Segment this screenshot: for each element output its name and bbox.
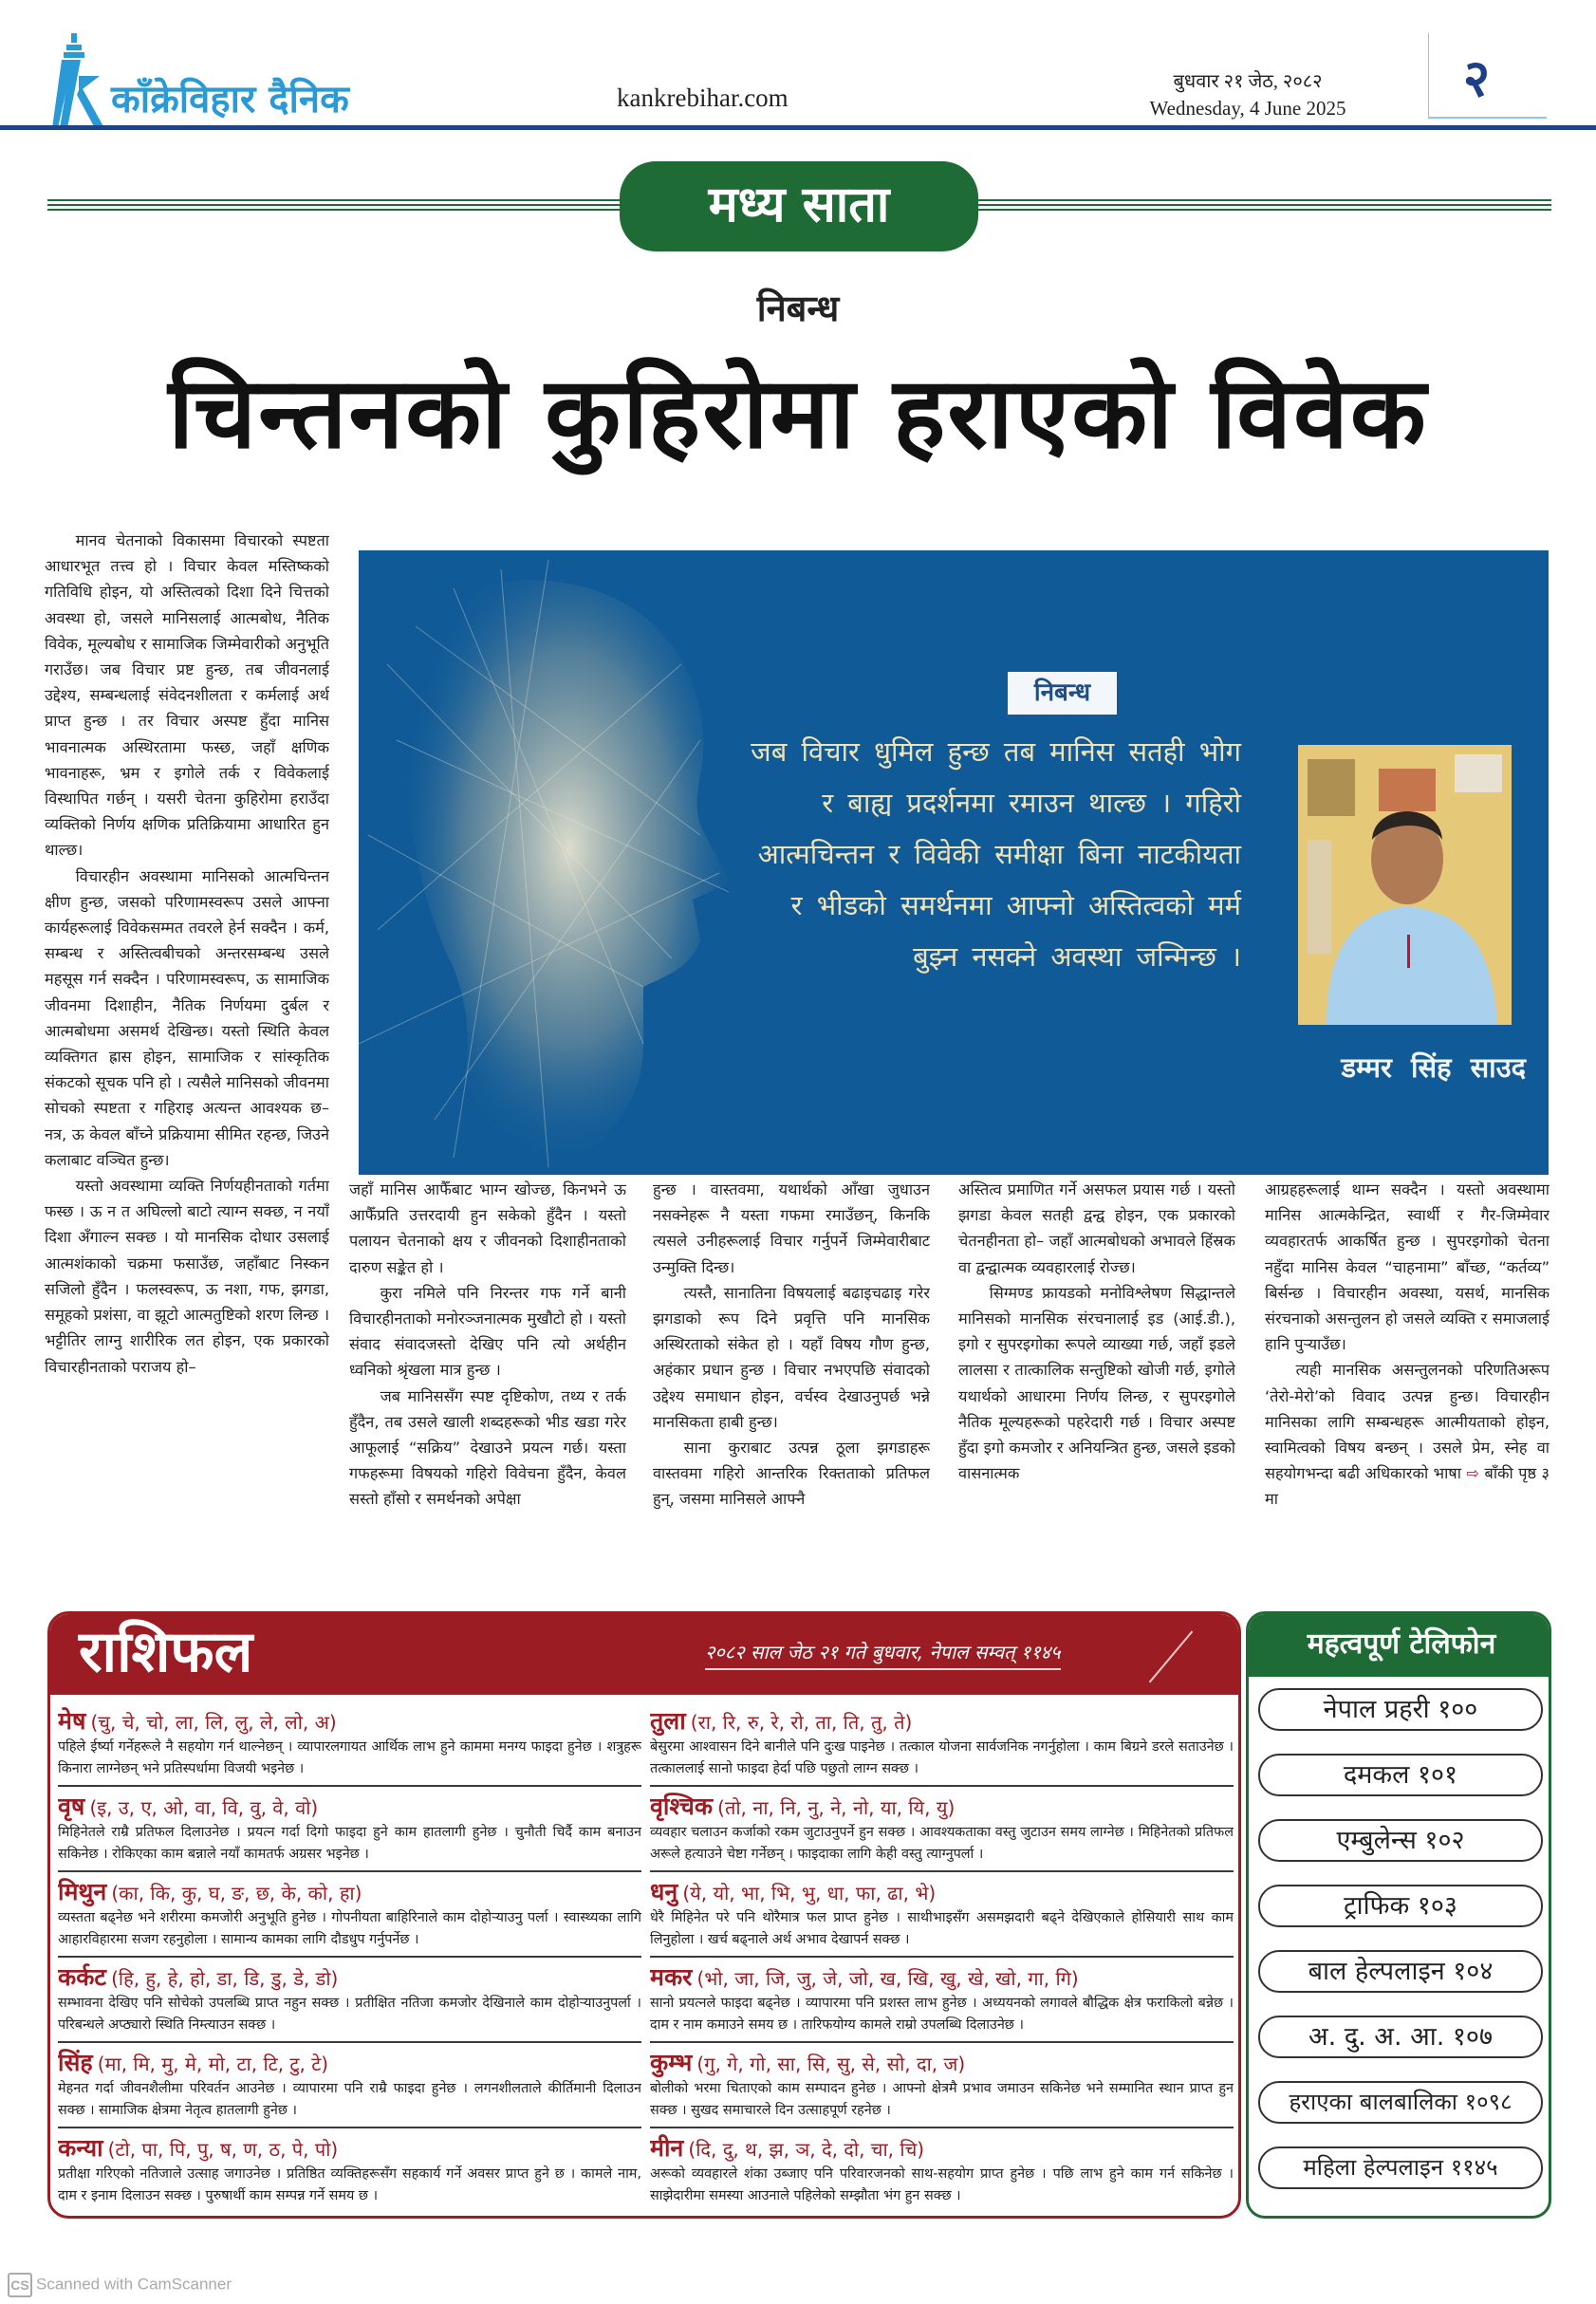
sign-name: मेष — [58, 1707, 86, 1735]
phone-item: दमकल १०१ — [1258, 1754, 1543, 1796]
horoscope-item — [58, 2128, 641, 2214]
sign-name: मीन — [650, 2134, 684, 2162]
sign-text: व्यवहार चलाउन कर्जाको रकम जुटाउनुपर्ने हुन सक्छ । आवश्यकताका वस्तु जुटाउन समय लाग्नेछ । मिहिनेतको प्रतिफल अरूले हत्याउने चेष्टा गर्नेछन् । फाइदाका लागि केही वस्तु त्याग्नुपर्ला । — [650, 1825, 1234, 1862]
phone-item: हराएका बालबालिका १०९८ — [1258, 2081, 1543, 2124]
sign-syllables: (चु, चे, चो, ला, लि, लु, ले, लो, अ) — [90, 1711, 337, 1734]
sign-name: मकर — [650, 1963, 693, 1991]
date-english: Wednesday, 4 June 2025 — [1149, 97, 1346, 120]
article-headline: चिन्तनको कुहिरोमा हराएको विवेक — [168, 355, 1428, 471]
article-paragraph: जब मानिससँग स्पष्ट दृष्टिकोण, तथ्य र तर्क हुँदैन, तब उसले खाली शब्दहरूको भीड खडा गरेर आफूलाई “सक्रिय” देखाउने प्रयत्न गर्छ। यस्ता गफहरूमा विषयको गहिरो विवेचना हुँदैन, केवल सस्तो हाँसो र समर्थनको अपेक्षा — [349, 1386, 626, 1509]
article-paragraph: यस्तो अवस्थामा व्यक्ति निर्णयहीनताको गर्तमा फस्छ । ऊ न त अघिल्लो बाटो त्याग्न सक्छ, न नयाँ दिशा अँगाल्न सक्छ । यो मानसिक दोधार उसलाई आत्मशंकाको चक्रमा फसाउँछ, जहाँबाट निस्कन सजिलो हुँदैन । फलस्वरूप, ऊ नशा, गफ, झगडा, समूहको प्रशंसा, वा झूटो आत्मतुष्टिको शरण लिन्छ । भट्टीतिर लाग्नु शारीरिक लत होइन, एक प्रकारको विचारहीनताको पराजय हो– — [45, 1177, 329, 1376]
sign-name: धनु — [650, 1878, 678, 1905]
article-paragraph: विचारहीन अवस्थामा मानिसको आत्मचिन्तन क्षीण हुन्छ, जसको परिणामस्वरूप उसले आफ्ना कार्यहरूलाई विवेकसम्मत तवरले हेर्न सक्दैन । कर्म, सम्बन्ध र अस्तित्वबीचको अन्तरसम्बन्ध उसले महसूस गर्न सक्दैन । परिणामस्वरूप, ऊ सामाजिक जीवनमा दिशाहीन, नैतिक निर्णयमा दुर्बल र आत्मबोधमा असमर्थ देखिन्छ। यस्तो स्थिति केवल व्यक्तिगत ह्रास होइन, सामाजिक र सांस्कृतिक संकटको सूचक पनि हो । त्यसैले मानिसको जीवनमा सोचको स्पष्टता र गहिराइ अत्यन्त आवश्यक छ– नत्र, ऊ केवल बाँच्ने प्रक्रियामा सीमित रहन्छ, जिउने कलाबाट वञ्चित हुन्छ। — [45, 866, 329, 1169]
horoscope-title: राशिफल — [79, 1619, 253, 1685]
scanner-watermark — [8, 2273, 232, 2297]
sign-syllables: (रा, रि, रु, रे, रो, ता, ति, तु, ते) — [690, 1711, 913, 1734]
article-paragraph: आग्रहहरूलाई थाम्न सक्दैन । यस्तो अवस्थामा मानिस आत्मकेन्द्रित, स्वार्थी र गैर-जिम्मेवार व्यवहारतर्फ आकर्षित हुन्छ । सुपरइगोको चेतना नहुँदा मानिस केवल “चाहनामा” बाँच्छ, “कर्तव्य” बिर्सन्छ । विचारहीन अवस्था, यसर्थ, मानसिक संरचनाको असन्तुलन हो जसले व्यक्ति र समाजलाई हानि पुर्‍याउँछ। — [1265, 1180, 1550, 1354]
article-paragraph: कुरा नमिले पनि निरन्तर गफ गर्ने बानी विचारहीनताको मनोरञ्जनात्मक मुखौटो हो । यस्तो संवाद संवादजस्तो देखिए पनि त्यो अर्थहीन ध्वनिको श्रृंखला मात्र हुन्छ । — [349, 1283, 626, 1380]
sign-syllables: (भो, जा, जि, जु, जे, जो, ख, खि, खु, खे, खो, गा, गि) — [696, 1967, 1079, 1990]
sign-syllables: (दि, दु, थ, झ, ञ, दे, दो, चा, चि) — [688, 2138, 925, 2161]
horoscope-item — [58, 2043, 641, 2128]
date-nepali: बुधवार २१ जेठ, २०८२ — [1173, 71, 1323, 92]
sign-syllables: (गु, गे, गो, सा, सि, सु, से, सो, दा, ज) — [696, 2053, 966, 2075]
phone-item: अ. दु. अ. आ. १०७ — [1258, 2016, 1543, 2058]
sign-text: प्रतीक्षा गरिएको नतिजाले उत्साह जगाउनेछ । प्रतिष्ठित व्यक्तिहरूसँग सहकार्य गर्ने अवसर प्राप्त हुने छ । कामले नाम, दाम र इनाम दिलाउन सक्छ । पुरुषार्थी काम सम्पन्न गर्ने समय छ । — [58, 2166, 641, 2203]
important-phones-box — [1246, 1611, 1551, 2219]
website-url[interactable]: kankrebihar.com — [617, 84, 789, 112]
article-paragraph: साना कुराबाट उत्पन्न ठूला झगडाहरू वास्तवमा गहिरो आन्तरिक रिक्तताको प्रतिफल हुन्, जसमा मानिसले आफ्नै — [653, 1439, 930, 1509]
horoscope-item — [650, 2128, 1234, 2214]
page-number-box — [1428, 33, 1547, 119]
author-photo — [1298, 745, 1512, 1025]
article-paragraph — [1265, 1357, 1550, 1512]
sign-syllables: (का, कि, कु, घ, ङ, छ, के, को, हा) — [111, 1882, 362, 1905]
page-number: २ — [1463, 48, 1491, 108]
sign-syllables: (इ, उ, ए, ओ, वा, वि, वु, वे, वो) — [89, 1796, 319, 1819]
article-paragraph: सिग्मण्ड फ्रायडको मनोविश्लेषण सिद्धान्तले मानिसको मानसिक संरचनालाई इड (आई.डी.), इगो र सुपरइगोका रूपले व्याख्या गर्छ, जहाँ इडले लालसा र तात्कालिक सन्तुष्टिको खोजी गर्छ, इगोले यथार्थको आधारमा निर्णय लिन्छ, र सुपरइगोले नैतिक मूल्यहरूको पहरेदारी गर्छ । विचार अस्पष्ट हुँदा इगो कमजोर र अनियन्त्रित हुन्छ, जसले इडको वासनात्मक — [958, 1283, 1235, 1483]
article-paragraph-text: त्यही मानसिक असन्तुलनको परिणतिअरूप ‘तेरो-मेरो’को विवाद उत्पन्न हुन्छ। विचारहीन मानिसका लागि सम्बन्धहरू आत्मीयताको होइन, स्वामित्वको विषय बन्छन् । उसले प्रेम, स्नेह वा सहयोगभन्दा बढी अधिकारको भाषा — [1265, 1361, 1550, 1483]
phone-item: ट्राफिक १०३ — [1258, 1885, 1543, 1927]
sign-text: बोलीको भरमा चिताएको काम सम्पादन हुनेछ । आफ्नो क्षेत्रमै प्रभाव जमाउन सकिनेछ भने सम्मानित स्थान प्राप्त हुन सक्छ । सुखद समाचारले दिन उत्साहपूर्ण रहनेछ । — [650, 2081, 1234, 2118]
horoscope-item — [650, 2043, 1234, 2128]
article-paragraph: त्यस्तै, सानातिना विषयलाई बढाइचढाइ गरेर झगडाको रूप दिने प्रवृत्ति पनि मानसिक अस्थिरताको संकेत हो । यहाँ विषय गौण हुन्छ, अहंकार प्रधान हुन्छ । विचार नभएपछि संवादको उद्देश्य समाधान होइन, वर्चस्व देखाउनुपर्छ भन्ने मानसिकता हाबी हुन्छ। — [653, 1283, 930, 1431]
sign-text: सानो प्रयत्नले फाइदा बढ्नेछ । व्यापारमा पनि प्रशस्त लाभ हुनेछ । अध्ययनको लगावले बौद्धिक क्षेत्र फराकिलो बन्नेछ । दाम र नाम कमाउने समय छ । तारिफयोग्य कामले राम्रो उपलब्धि दिलाउनेछ । — [650, 1996, 1234, 2033]
article-column-4 — [958, 1177, 1235, 1594]
horoscope-item — [650, 1872, 1234, 1958]
camscanner-icon: CS — [8, 2273, 32, 2297]
horoscope-item — [650, 1787, 1234, 1872]
thinking-head-illustration — [359, 550, 814, 1175]
phone-item: नेपाल प्रहरी १०० — [1258, 1688, 1543, 1731]
right-arrow-icon: ⇨ — [1466, 1464, 1480, 1483]
sign-text: बेसुरमा आश्वासन दिने बानीले पनि दुःख पाइनेछ । तत्काल योजना सार्वजनिक नगर्नुहोला । काम बिग्रने डरले सताउनेछ । तत्काललाई सानो फाइदा हेर्दा पछि पछुतो लाग्न सक्छ । — [650, 1739, 1234, 1776]
horoscope-column-left — [58, 1701, 641, 2214]
horoscope-item — [650, 1958, 1234, 2043]
sign-name: मिथुन — [58, 1878, 107, 1905]
decorative-slash — [1149, 1631, 1194, 1683]
sign-text: मेहनत गर्दा जीवनशैलीमा परिवर्तन आउनेछ । व्यापारमा पनि राम्रै फाइदा हुनेछ । लगनशीलताले कीर्तिमानी दिलाउन सक्छ । सामाजिक क्षेत्रमा नेतृत्व हातलागी हुनेछ । — [58, 2081, 641, 2118]
temple-logo-icon — [52, 33, 104, 128]
masthead-rule — [0, 125, 1596, 130]
horoscope-item — [650, 1701, 1234, 1787]
sign-text: अरूको व्यवहारले शंका उब्जाए पनि परिवारजनको साथ-सहयोग प्राप्त हुनेछ । पछि लाभ हुने काम गर्न सकिनेछ । साझेदारीमा समस्या आउनाले पहिलेको सम्झौता भंग हुन सक्छ । — [650, 2166, 1234, 2203]
section-label: मध्य साता — [620, 161, 978, 251]
feature-image — [359, 550, 1549, 1175]
continued-link[interactable]: बाँकी पृष्ठ ३ मा — [1265, 1464, 1550, 1509]
horoscope-item — [58, 1701, 641, 1787]
horoscope-column-right — [650, 1701, 1234, 2214]
sign-text: पहिले ईर्ष्या गर्नेहरूले नै सहयोग गर्न थाल्नेछन् । व्यापारलगायत आर्थिक लाभ हुने काममा मनग्य फाइदा हुनेछ । शत्रुहरू किनारा लाग्नेछन् भने प्रतिस्पर्धामा विजयी भइनेछ । — [58, 1739, 641, 1776]
sign-text: व्यस्तता बढ्नेछ भने शरीरमा कमजोरी अनुभूति हुनेछ । गोपनीयता बाहिरिनाले काम दोहोर्‍याउनु पर्ला । स्वास्थ्यका लागि आहारविहारमा सजग रहनुहोला । सामान्य कामका लागि दौडधुप गर्नुपर्नेछ । — [58, 1910, 641, 1947]
article-paragraph: हुन्छ । वास्तवमा, यथार्थको आँखा जुधाउन नसक्नेहरू नै यस्ता गफमा रमाउँछन्, किनकि त्यसले उनीहरूलाई विचार गर्नुपर्ने जिम्मेवारीबाट उन्मुक्ति दिन्छ। — [653, 1180, 930, 1276]
article-column-2 — [349, 1177, 626, 1594]
logo-text: काँक्रेविहार दैनिक — [111, 78, 349, 121]
sign-name: कर्कट — [58, 1963, 107, 1991]
sign-name: वृष — [58, 1793, 85, 1820]
phone-item: बाल हेल्पलाइन १०४ — [1258, 1950, 1543, 1993]
sign-syllables: (ये, यो, भा, भि, भु, धा, फा, ढा, भे) — [682, 1882, 937, 1905]
sign-name: कन्या — [58, 2134, 103, 2162]
author-name: डम्मर सिंह साउद — [1341, 1051, 1526, 1084]
horoscope-header — [50, 1614, 1241, 1695]
pull-quote: जब विचार धुमिल हुन्छ तब मानिस सतही भोग र बाह्य प्रदर्शनमा रमाउन थाल्छ । गहिरो आत्मचिन्तन र विवेकी समीक्षा बिना नाटकीयता र भीडको समर्थनमा आफ्नो अस्तित्वको मर्म बुझ्न नसक्ने अवस्था जन्मिन्छ । — [751, 735, 1241, 973]
horoscope-item — [58, 1787, 641, 1872]
article-column-3 — [653, 1177, 930, 1594]
sign-name: वृश्चिक — [650, 1793, 714, 1820]
article-paragraph: जहाँ मानिस आफैँबाट भाग्न खोज्छ, किनभने ऊ आफैँप्रति उत्तरदायी हुन सकेको हुँदैन । यस्तो पलायन चेतनाको क्षय र जीवनको दिशाहीनताको दारुण सङ्केत हो । — [349, 1180, 626, 1276]
phones-title: महत्वपूर्ण टेलिफोन — [1249, 1614, 1551, 1677]
sign-text: धेरै मिहिनेत परे पनि थोरैमात्र फल प्राप्त हुनेछ । साथीभाइसँग असमझदारी बढ्ने देखिएकाले होसियारी साथ काम लिनुहोला । खर्च बढ्नाले अर्थ अभाव देखापर्न सक्छ । — [650, 1910, 1234, 1947]
phone-item: महिला हेल्पलाइन ११४५ — [1258, 2146, 1543, 2189]
horoscope-date: २०८२ साल जेठ २१ गते बुधवार, नेपाल सम्वत् ११४५ — [705, 1639, 1061, 1670]
scanner-text: Scanned with CamScanner — [36, 2275, 232, 2294]
sign-name: सिंह — [58, 2049, 93, 2076]
feature-tag: निबन्ध — [1008, 672, 1117, 715]
horoscope-box — [47, 1611, 1241, 2219]
horoscope-item — [58, 1872, 641, 1958]
sign-syllables: (तो, ना, नि, नु, ने, नो, या, यि, यु) — [717, 1796, 956, 1819]
sign-syllables: (टो, पा, पि, पु, ष, ण, ठ, पे, पो) — [107, 2138, 339, 2161]
horoscope-item — [58, 1958, 641, 2043]
sign-text: सम्भावना देखिए पनि सोचेको उपलब्धि प्राप्त नहुन सक्छ । प्रतीक्षित नतिजा कमजोर देखिनाले काम दोहोर्‍याउनुपर्ला । परिबन्धले अप्ठ्यारो स्थिति निम्त्याउन सक्छ । — [58, 1996, 641, 2033]
article-column-5 — [1265, 1177, 1550, 1594]
phone-item: एम्बुलेन्स १०२ — [1258, 1819, 1543, 1862]
sign-text: मिहिनेतले राम्रै प्रतिफल दिलाउनेछ । प्रयत्न गर्दा दिगो फाइदा हुने काम हातलागी हुनेछ । चुनौती चिर्दै काम बनाउन सकिनेछ । रोकिएका काम बन्नाले नयाँ कामतर्फ अग्रसर भइनेछ । — [58, 1825, 641, 1862]
sign-name: कुम्भ — [650, 2049, 693, 2076]
article-column-1 — [45, 528, 329, 1605]
sign-syllables: (मा, मि, मु, मे, मो, टा, टि, टु, टे) — [97, 2053, 329, 2075]
article-paragraph: मानव चेतनाको विकासमा विचारको स्पष्टता आधारभूत तत्त्व हो । विचार केवल मस्तिष्कको गतिविधि होइन, यो अस्तित्वको दिशा दिने चित्तको अवस्था हो, जसले मानिसलाई आत्मबोध, नैतिक विवेक, मूल्यबोध र सामाजिक जिम्मेवारीको अनुभूति गराउँछ। जब विचार प्रष्ट हुन्छ, तब जीवनलाई उद्देश्य, सम्बन्धलाई संवेदनशीलता र कर्मलाई अर्थ प्राप्त हुन्छ । तर विचार अस्पष्ट हुँदा मानिस भावनात्मक अस्थिरतामा फस्छ, जहाँ क्षणिक भावनाहरू, भ्रम र इगोले तर्क र विवेकलाई विस्थापित गर्छन् । यसरी चेतना कुहिरोमा हराउँदा व्यक्तिको निर्णय क्षणिक प्रतिक्रियामा आधारित हुन थाल्छ। — [45, 531, 329, 860]
article-paragraph: अस्तित्व प्रमाणित गर्ने असफल प्रयास गर्छ । यस्तो झगडा केवल सतही द्वन्द्व होइन, एक प्रकारको चेतनहीनता हो– जहाँ आत्मबोधको अभावले हिंस्रक वा द्वन्द्वात्मक व्यवहारलाई रोज्छ। — [958, 1180, 1235, 1276]
article-kicker: निबन्ध — [756, 288, 840, 329]
sign-name: तुला — [650, 1707, 686, 1735]
sign-syllables: (हि, हु, हे, हो, डा, डि, डु, डे, डो) — [111, 1967, 339, 1990]
issue-date — [1120, 68, 1376, 121]
newspaper-logo — [52, 33, 451, 128]
